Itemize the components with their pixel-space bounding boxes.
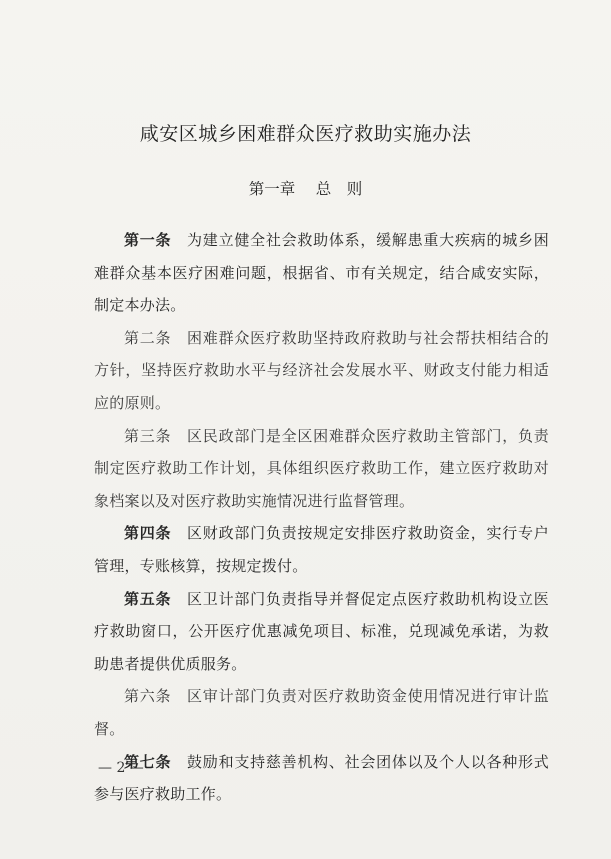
article-6 xyxy=(94,680,549,745)
article-7 xyxy=(94,746,549,811)
article-text: 区卫计部门负责指导并督促定点医疗救助机构设立医疗救助窗口，公开医疗优惠减免项目、标准，兑现减免承诺，为救助患者提供优质服务。 xyxy=(94,589,549,673)
article-text: 困难群众医疗救助坚持政府救助与社会帮扶相结合的方针，坚持医疗救助水平与经济社会发展水平、财政支付能力相适应的原则。 xyxy=(94,328,549,412)
article-2 xyxy=(94,322,549,420)
document-body xyxy=(94,224,549,811)
page-number: — 2 — xyxy=(98,760,144,776)
article-text: 区财政部门负责按规定安排医疗救助资金，实行专户管理，专账核算，按规定拨付。 xyxy=(94,524,549,575)
article-1 xyxy=(94,224,549,322)
article-label: 第五条 xyxy=(124,589,172,608)
article-4 xyxy=(94,517,549,582)
article-text: 区民政部门是全区困难群众医疗救助主管部门，负责制定医疗救助工作计划，具体组织医疗救助工作，建立医疗救助对象档案以及对医疗救助实施情况进行监督管理。 xyxy=(94,426,549,510)
article-label: 第二条 xyxy=(124,328,172,347)
document-title: 咸安区城乡困难群众医疗救助实施办法 xyxy=(139,123,472,145)
article-label: 第七条 xyxy=(124,752,172,771)
article-text: 鼓励和支持慈善机构、社会团体以及个人以各种形式参与医疗救助工作。 xyxy=(94,752,549,804)
article-label: 第四条 xyxy=(124,524,172,543)
chapter-heading: 第一章 总 则 xyxy=(248,180,363,198)
article-text: 区审计部门负责对医疗救助资金使用情况进行审计监督。 xyxy=(94,687,549,738)
article-text: 为建立健全社会救助体系，缓解患重大疾病的城乡困难群众基本医疗困难问题，根据省、市有关规定，结合咸安实际，制定本办法。 xyxy=(94,231,549,315)
article-3 xyxy=(94,420,549,518)
article-5 xyxy=(94,583,549,681)
article-label: 第一条 xyxy=(124,231,172,249)
article-label: 第三条 xyxy=(124,426,172,445)
article-label: 第六条 xyxy=(124,687,172,706)
